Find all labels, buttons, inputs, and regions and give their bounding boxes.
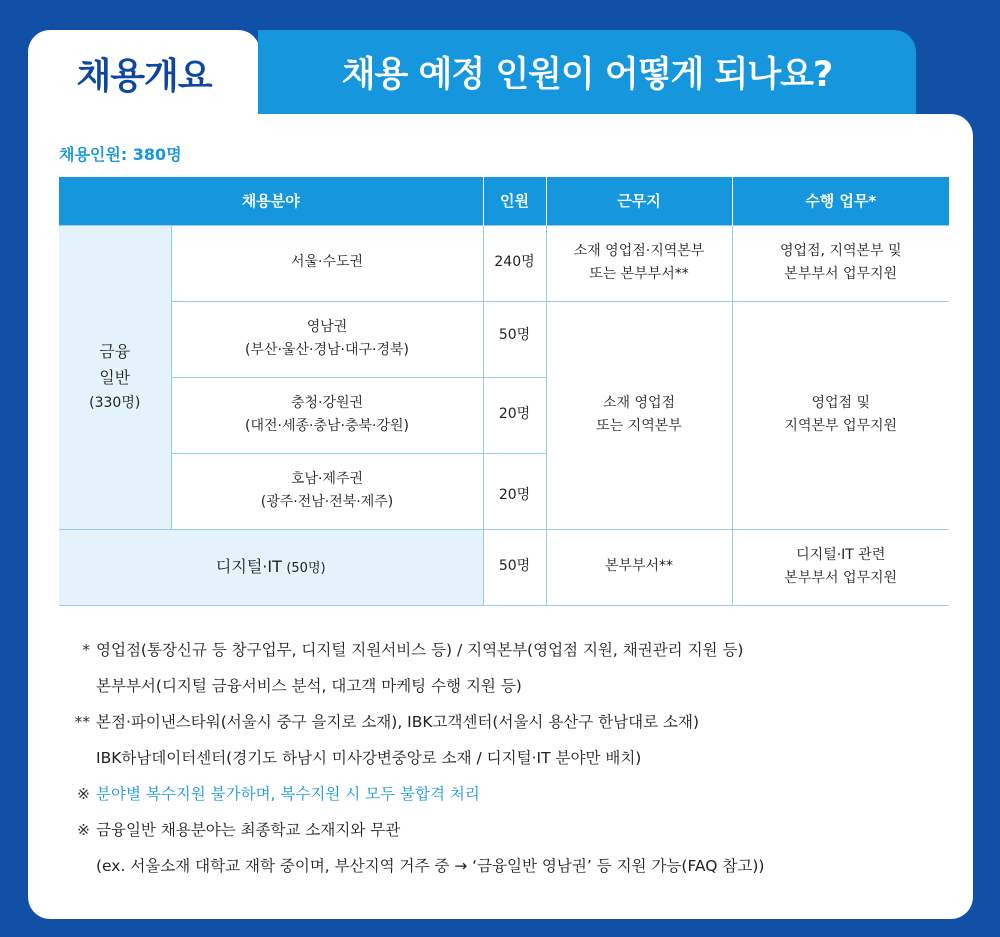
note-line	[64, 848, 944, 884]
note-mark	[64, 740, 96, 776]
table-row	[59, 529, 949, 605]
group-count: (330명)	[89, 394, 141, 411]
location-line: 또는 지역본부	[596, 418, 682, 434]
region-name: 서울·수도권	[290, 254, 364, 271]
note-line	[64, 812, 944, 848]
page-title-banner	[258, 30, 916, 114]
duty-cell	[732, 529, 949, 605]
note-line	[64, 740, 944, 776]
count-cell: 50명	[483, 529, 546, 605]
note-mark: ※	[77, 785, 90, 803]
region-detail: (광주·전남·전북·제주)	[260, 494, 394, 510]
note-line	[64, 776, 944, 812]
digital-it-cell	[59, 529, 483, 605]
duty-cell	[732, 301, 949, 529]
region-cell	[171, 453, 483, 529]
total-hiring-count: 채용인원: 380명	[59, 145, 182, 164]
duty-cell	[732, 225, 949, 301]
region-cell	[171, 377, 483, 453]
location-line: 소재 영업점	[602, 394, 676, 411]
note-text: IBK하남데이터센터(경기도 하남시 미사강변중앙로 소재 / 디지털·IT 분야만 배치)	[96, 749, 642, 767]
location-cell: 본부부서**	[546, 529, 732, 605]
note-text: 금융일반 채용분야는 최종학교 소재지와 무관	[96, 821, 401, 839]
note-line	[64, 668, 944, 704]
table-row	[59, 225, 949, 301]
note-mark: *	[82, 641, 90, 659]
note-text: 본부부서(디지털 금융서비스 분석, 대고객 마케팅 수행 지원 등)	[96, 677, 522, 695]
location-line: 소재 영업점·지역본부	[573, 242, 705, 259]
count-cell: 20명	[483, 377, 546, 453]
region-name: 충청·강원권	[290, 394, 364, 411]
group-label: 일반	[99, 368, 131, 388]
duty-line: 영업점, 지역본부 및	[779, 242, 902, 259]
count-cell: 20명	[483, 453, 546, 529]
group-label: 금융	[99, 342, 131, 362]
digital-count-label: (50명)	[286, 560, 326, 576]
count-cell: 50명	[483, 301, 546, 377]
location-cell	[546, 225, 732, 301]
footnotes	[64, 632, 944, 884]
table-row	[59, 301, 949, 377]
header-location: 근무지	[546, 177, 732, 225]
digital-label: 디지털·IT	[215, 556, 282, 576]
duty-line: 지역본부 업무지원	[784, 418, 898, 434]
note-mark: **	[74, 713, 90, 731]
region-detail: (부산·울산·경남·대구·경북)	[245, 342, 409, 358]
duty-line: 본부부서 업무지원	[784, 570, 898, 586]
page-title: 채용 예정 인원이 어떻게 되나요?	[341, 55, 833, 95]
region-cell	[171, 225, 483, 301]
duty-line: 영업점 및	[811, 394, 871, 411]
recruitment-table	[59, 177, 949, 606]
note-mark	[64, 668, 96, 704]
note-line	[64, 704, 944, 740]
duty-line: 디지털·IT 관련	[796, 546, 886, 563]
header-field: 채용분야	[59, 177, 483, 225]
duty-line: 본부부서 업무지원	[784, 266, 898, 282]
header-count: 인원	[483, 177, 546, 225]
region-name: 호남·제주권	[290, 470, 364, 487]
table-header-row	[59, 177, 949, 225]
region-cell	[171, 301, 483, 377]
note-text: (ex. 서울소재 대학교 재학 중이며, 부산지역 거주 중 → ‘금융일반 영남권’ 등 지원 가능(FAQ 참고))	[96, 857, 765, 875]
section-tab-label: 채용개요	[76, 56, 212, 97]
region-name: 영남권	[306, 318, 348, 335]
location-line: 또는 본부부서**	[589, 266, 689, 282]
group-finance-general	[59, 225, 171, 529]
section-tab	[28, 30, 260, 122]
note-mark	[64, 848, 96, 884]
note-text: 영업점(통장신규 등 창구업무, 디지털 지원서비스 등) / 지역본부(영업점 지원, 채권관리 지원 등)	[96, 641, 744, 659]
note-line	[64, 632, 944, 668]
note-text-highlight: 분야별 복수지원 불가하며, 복수지원 시 모두 불합격 처리	[96, 785, 480, 803]
count-cell: 240명	[483, 225, 546, 301]
note-text: 본점·파이낸스타워(서울시 중구 을지로 소재), IBK고객센터(서울시 용산구 한남대로 소재)	[96, 713, 699, 731]
location-cell	[546, 301, 732, 529]
region-detail: (대전·세종·충남·충북·강원)	[245, 418, 409, 434]
header-duty: 수행 업무*	[732, 177, 949, 225]
note-mark: ※	[77, 821, 90, 839]
